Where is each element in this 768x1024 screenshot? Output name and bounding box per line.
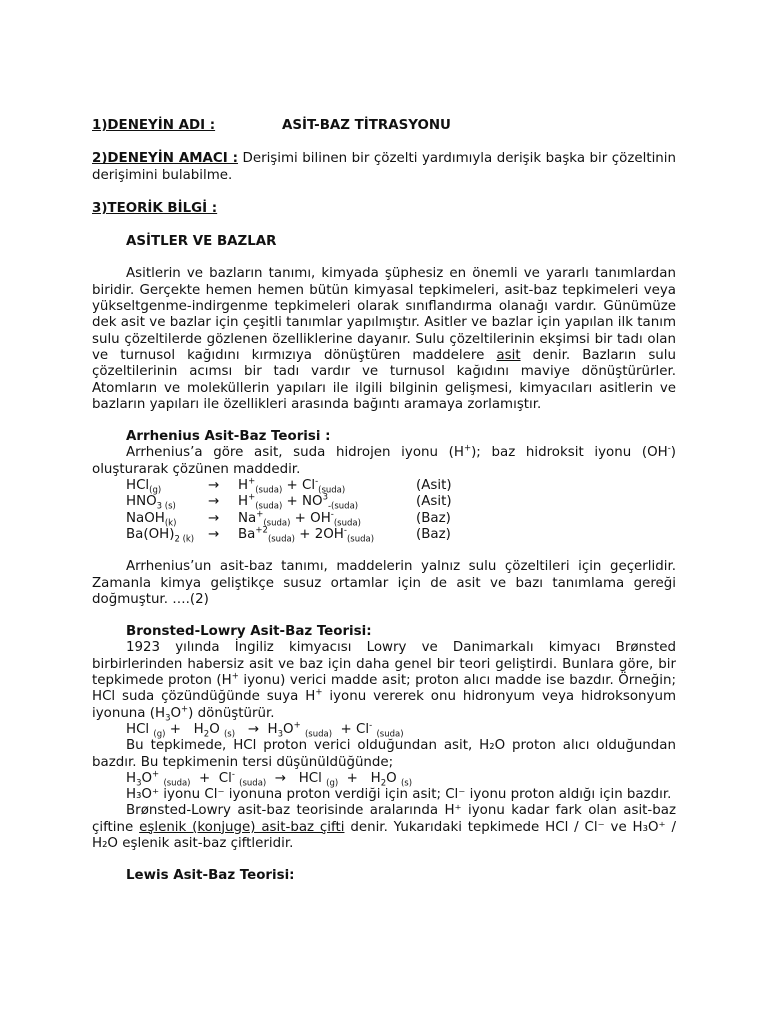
arrhenius-intro	[92, 445, 676, 478]
lewis-heading: Lewis Asit-Baz Teorisi:	[126, 868, 295, 884]
sup-plus: +	[231, 671, 239, 682]
bronsted-paragraph-3: H₃O⁺ iyonu Cl⁻ iyonuna proton verdiği için asit; Cl⁻ iyonu proton aldığı için bazdır.	[126, 787, 672, 803]
equation-products: $H^+_{(suda)} + Cl^-_{(suda)}$	[238, 476, 346, 496]
bronsted-reaction-2: $H_3O^+$ $_{(suda)}$ + Cl- $_{(suda)}$ → HCl $_{(g)} + H_2O$ $_{(s)}$	[126, 769, 413, 789]
equation-products: $Ba^{+2}_{(suda)} + 2OH^-_{(suda)}$	[238, 525, 375, 545]
equation-type: (Baz)	[416, 526, 451, 542]
experiment-aim	[92, 151, 676, 184]
equation-reactant: NaOH$_{(k)}$	[126, 510, 177, 529]
acids-bases-heading: ASİTLER VE BAZLAR	[126, 234, 277, 250]
bronsted-p1-a: 1923 yılında İngiliz kimyacısı Lowry ve Danimarkalı kimyacı Brønsted birbirlerinden habersiz asit ve baz için daha genel bir teori geliştirdi. Bunlara göre, bir tepkimede proton (H	[92, 640, 676, 689]
bronsted-p1-e: ) dönüştürür.	[188, 705, 275, 721]
arrhenius-equations	[92, 478, 676, 543]
equation-arrow: →	[208, 494, 220, 510]
arrhenius-equation-row	[92, 527, 676, 543]
equation-type: (Asit)	[416, 478, 452, 494]
bronsted-p4-a: Brønsted-Lowry asit-baz teorisinde aralarında H⁺ iyonu kadar fark olan asit-baz çiftine	[92, 803, 676, 835]
equation-arrow: →	[208, 510, 220, 526]
arrhenius-equation-row	[92, 511, 676, 527]
equation-type: (Baz)	[416, 510, 451, 526]
acids-bases-text-2: denir. Bazların sulu çözeltilerinin acımsı bir tadı vardır ve turnusol kağıdını maviye dönüştürürler. Atomların ve moleküllerin yapıları ile ilgili bilginin gelişmesi, kimyacıları asitlerin ve bazların yapıları ile özellikleri arasında bağıntı aramaya zorlamıştır.	[92, 347, 676, 412]
acids-bases-paragraph	[92, 266, 676, 413]
equation-products: $H^+_{(suda)} + NO^3_{-(suda)}$	[238, 492, 359, 513]
equation-arrow: →	[208, 526, 220, 542]
arrhenius-equation-row	[92, 478, 676, 494]
equation-reactant: HCl$_{(g)}$	[126, 478, 162, 496]
bronsted-p1-b: iyonu) verici madde asit; proton alıcı madde ise bazdır. Örneğin; HCl suda çözündüğünde suya H	[92, 673, 677, 705]
arrhenius-intro-a: Arrhenius’a göre asit, suda hidrojen iyonu (H	[126, 445, 464, 461]
bronsted-paragraph-1: 1923 yılında İngiliz kimyacısı Lowry ve Danimarkalı kimyacı Brønsted birbirlerinden habersiz asit ve baz için daha genel bir teori geliştirdi. Bunlara göre, bir tepkimede proton (H+ iyonu) verici madde asit; proton alıcı madde ise bazdır. Örneğin; HCl suda çözündüğünde suya H+ iyonu vererek onu hidronyum veya hidroksonyum iyonuna $(H_3O^+)$ dönüştürür.	[92, 640, 677, 724]
bronsted-p1-c: iyonu vererek onu hidronyum veya hidroksonyum iyonuna (H	[92, 689, 676, 721]
sup-plus: +	[181, 704, 189, 715]
experiment-aim-label: 2)DENEYİN AMACI :	[92, 151, 238, 167]
arrhenius-intro-b: ); baz hidroksit iyonu (OH	[471, 445, 668, 461]
conjugate-pair-term: eşlenik (konjuge) asit-baz çifti	[139, 819, 345, 835]
arrhenius-conclusion: Arrhenius’un asit-baz tanımı, maddelerin yalnız sulu çözeltileri için geçerlidir. Zamanla kimya geliştikçe susuz ortamlar için de asit ve bazı tanımlama gereği doğmuştur. ….(2)	[92, 559, 676, 607]
acids-bases-text-1: Asitlerin ve bazların tanımı, kimyada şüphesiz en önemli ve yararlı tanımlardan biridir. Gerçekte hemen hemen bütün kimyasal tepkimeleri, asit-baz tepkimeleri veya yükseltgenme-indirgenme tepkimeleri olarak sınıflandırma olanağı vardır. Günümüze dek asit ve bazlar için çeşitli tanımlar yapılmıştır. Asitler ve bazlar için yapılan ilk tanım sulu çözeltilerde gözlenen özelliklerine dayanır. Sulu çözeltilerinin ekşimsi bir tadı olan ve turnusol kağıdını kırmızıya dönüştüren maddelere	[92, 266, 676, 363]
equation-arrow: →	[208, 478, 220, 494]
sup-minus: -	[667, 443, 671, 454]
equation-reactant: $HNO_{3 (s)}$	[126, 494, 176, 513]
bronsted-heading: Bronsted-Lowry Asit-Baz Teorisi:	[126, 624, 372, 640]
document-page	[92, 118, 676, 885]
bronsted-paragraph-4	[92, 803, 676, 852]
theory-label: 3)TEORİK BİLGİ :	[92, 200, 218, 216]
equation-type: (Asit)	[416, 494, 452, 510]
experiment-name-line	[92, 118, 676, 134]
experiment-name-value: ASİT-BAZ TİTRASYONU	[282, 118, 451, 133]
sup-plus: +	[315, 687, 323, 698]
experiment-aim-text: Derişimi bilinen bir çözelti yardımıyla derişik başka bir çözeltinin derişimini bulabilme.	[92, 151, 677, 183]
bronsted-reaction-1: HCl $_{(g)} + H_2O$ $_{(s)} \to H_3O^+$ $_{(suda)}$ + Cl- $_{(suda)}$	[126, 720, 404, 740]
experiment-name-label: 1)DENEYİN ADI :	[92, 118, 216, 133]
bronsted-paragraph-2: Bu tepkimede, HCl proton verici olduğundan asit, H₂O proton alıcı olduğundan bazdır. Bu tepkimenin tersi düşünüldüğünde;	[92, 738, 676, 770]
arrhenius-intro-c: ) oluşturarak çözünen maddedir.	[92, 445, 676, 477]
sup-plus: +	[463, 443, 472, 454]
acid-term: asit	[496, 347, 521, 363]
bronsted-p4-b: denir. Yukarıdaki tepkimede HCl / Cl⁻ ve H₃O⁺ / H₂O eşlenik asit-baz çiftleridir.	[92, 819, 676, 851]
equation-products: $Na^+_{(suda)} + OH^-_{(suda)}$	[238, 509, 361, 529]
arrhenius-equation-row	[92, 492, 676, 513]
arrhenius-heading: Arrhenius Asit-Baz Teorisi :	[126, 429, 331, 445]
equation-reactant: $Ba(OH)_{2 (k)}$	[126, 526, 195, 545]
bronsted-p1-d: O	[170, 705, 182, 721]
